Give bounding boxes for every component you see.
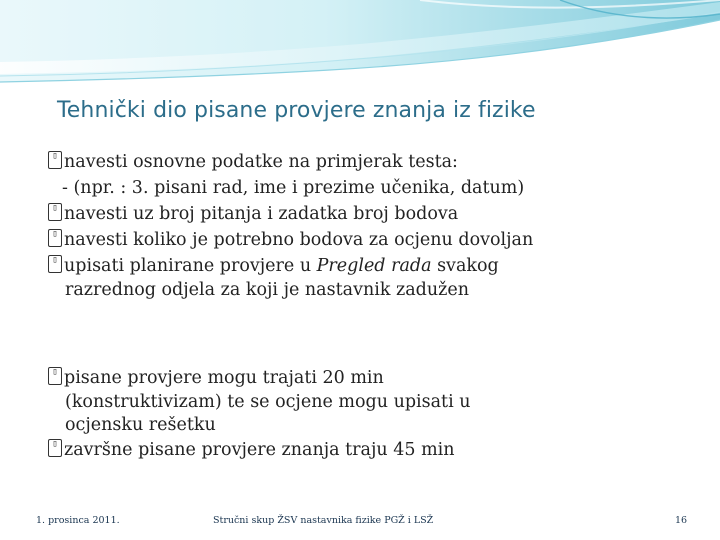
list-item-text: navesti koliko je potrebno bodova za ocjenu dovoljan — [64, 230, 534, 250]
bullet-icon: ▯ — [48, 151, 62, 169]
list-item-continuation-text: ocjensku rešetku — [65, 415, 216, 435]
bullet-icon: ▯ — [48, 203, 62, 221]
list-item-continuation-text: (konstruktivizam) te se ocjene mogu upisati u — [65, 392, 471, 412]
list-item-continuation — [48, 279, 688, 302]
bullet-icon: ▯ — [48, 255, 62, 273]
list-item-text-end: svakog — [431, 256, 499, 276]
slide-title: Tehnički dio pisane provjere znanja iz fizike — [57, 98, 536, 123]
list-subitem-text: - (npr. : 3. pisani rad, ime i prezime učenika, datum) — [62, 178, 525, 198]
list-item — [48, 437, 688, 463]
list-item — [48, 149, 688, 175]
list-item — [48, 201, 688, 227]
footer-date: 1. prosinca 2011. — [36, 515, 120, 526]
list-item — [48, 227, 688, 253]
list-subitem — [48, 175, 688, 201]
bullet-icon: ▯ — [48, 229, 62, 247]
list-item-text: navesti osnovne podatke na primjerak testa: — [64, 152, 458, 172]
bullet-icon: ▯ — [48, 439, 62, 457]
list-item — [48, 253, 688, 279]
footer-page-number: 16 — [675, 515, 688, 526]
list-item-continuation — [48, 414, 688, 437]
list-item-text: upisati planirane provjere u — [64, 256, 317, 276]
bullet-icon: ▯ — [48, 367, 62, 385]
list-item-text: pisane provjere mogu trajati 20 min — [64, 368, 384, 388]
wave-decoration — [0, 0, 720, 110]
pregled-rada-text: Pregled rada — [316, 256, 432, 276]
content-list-1 — [48, 149, 688, 302]
list-item-continuation — [48, 391, 688, 414]
footer-title: Stručni skup ŽSV nastavnika fizike PGŽ i LSŽ — [213, 515, 434, 526]
list-item-text: navesti uz broj pitanja i zadatka broj bodova — [64, 204, 459, 224]
list-item — [48, 365, 688, 391]
list-item-continuation-text: razrednog odjela za koji je nastavnik zadužen — [65, 280, 469, 300]
content-list-2 — [48, 365, 688, 463]
list-item-text: završne pisane provjere znanja traju 45 min — [64, 440, 455, 460]
